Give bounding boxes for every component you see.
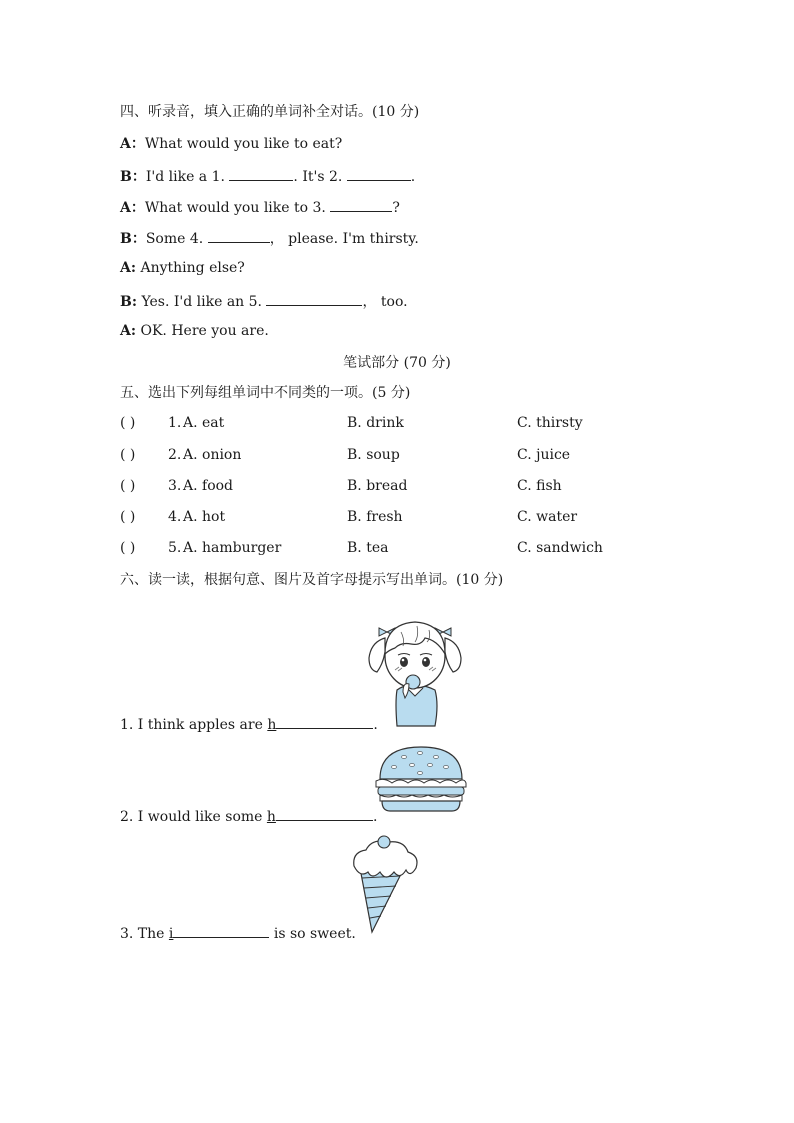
- speaker-label: A:: [120, 323, 137, 339]
- sentence-text: 1. I think apples are: [120, 717, 268, 733]
- blank-3[interactable]: [330, 197, 392, 212]
- speaker-label: A：: [120, 200, 145, 216]
- option-b: B. bread: [347, 478, 408, 494]
- answer-paren[interactable]: ( ): [120, 415, 136, 431]
- dialogue-text: What would you like to 3.: [144, 200, 331, 216]
- ice-cream-picture: [350, 834, 422, 934]
- dialogue-text: Anything else?: [136, 260, 245, 276]
- option-a: A. onion: [183, 447, 242, 463]
- dialogue-line-2: [120, 166, 415, 186]
- option-c: C. fish: [517, 478, 562, 494]
- choice-row: [120, 540, 640, 558]
- answer-paren[interactable]: ( ): [120, 478, 136, 494]
- sentence-text: is so sweet.: [269, 926, 356, 942]
- speaker-label: B：: [120, 231, 146, 247]
- fill-line-3: [120, 923, 356, 943]
- dialogue-text: ， too.: [362, 294, 408, 310]
- blank-4[interactable]: [208, 228, 270, 243]
- speaker-label: A:: [120, 260, 137, 276]
- dialogue-line-7: [120, 322, 269, 340]
- speaker-label: B:: [120, 294, 138, 310]
- section5-title: 五、选出下列每组单词中不同类的一项。(5 分): [120, 385, 411, 401]
- hint-letter: h: [266, 809, 276, 825]
- choice-row: [120, 478, 640, 496]
- answer-blank-1[interactable]: [276, 714, 373, 729]
- girl-eating-apple-picture: [365, 612, 465, 728]
- option-a: A. hot: [183, 509, 226, 525]
- sentence-text: 3. The: [120, 926, 169, 942]
- blank-1[interactable]: [229, 166, 293, 181]
- option-b: B. drink: [347, 415, 404, 431]
- option-b: B. soup: [347, 447, 400, 463]
- answer-paren[interactable]: ( ): [120, 540, 136, 556]
- choice-row: [120, 509, 640, 527]
- option-c: C. thirsty: [517, 415, 583, 431]
- option-c: C. water: [517, 509, 578, 525]
- item-number: 3.: [168, 478, 182, 494]
- sentence-text: .: [372, 809, 378, 825]
- option-a: A. hamburger: [183, 540, 282, 556]
- section4-title: 四、听录音，填入正确的单词补全对话。(10 分): [120, 104, 420, 120]
- answer-paren[interactable]: ( ): [120, 447, 136, 463]
- item-number: 4.: [168, 509, 182, 525]
- dialogue-text: Yes. I'd like an 5.: [137, 294, 267, 310]
- section6-title: 六、读一读，根据句意、图片及首字母提示写出单词。(10 分): [120, 572, 504, 588]
- dialogue-line-3: [120, 197, 400, 217]
- choice-row: [120, 415, 640, 433]
- speaker-label: B：: [120, 169, 146, 185]
- dialogue-line-5: [120, 259, 245, 277]
- dialogue-text: I'd like a 1.: [145, 169, 230, 185]
- fill-line-1: [120, 714, 378, 734]
- item-number: 5.: [168, 540, 182, 556]
- answer-blank-3[interactable]: [173, 923, 269, 938]
- speaker-label: A：: [120, 136, 145, 152]
- written-part-heading: 笔试部分 (70 分): [343, 355, 451, 371]
- option-a: A. food: [183, 478, 234, 494]
- option-b: B. tea: [347, 540, 389, 556]
- hamburger-picture: [374, 743, 468, 815]
- dialogue-text: Some 4.: [145, 231, 208, 247]
- option-a: A. eat: [183, 415, 225, 431]
- sentence-text: .: [373, 717, 378, 733]
- hint-letter: h: [267, 717, 277, 733]
- answer-blank-2[interactable]: [276, 806, 373, 821]
- dialogue-line-1: [120, 135, 342, 153]
- option-c: C. juice: [517, 447, 571, 463]
- answer-paren[interactable]: ( ): [120, 509, 136, 525]
- blank-5[interactable]: [266, 291, 362, 306]
- dialogue-line-4: [120, 228, 419, 248]
- dialogue-text: . It's 2.: [293, 169, 347, 185]
- blank-2[interactable]: [347, 166, 411, 181]
- item-number: 2.: [168, 447, 182, 463]
- dialogue-line-6: [120, 291, 408, 311]
- dialogue-text: What would you like to eat?: [144, 136, 343, 152]
- sentence-text: 2. I would like some: [120, 809, 267, 825]
- choice-row: [120, 447, 640, 465]
- option-b: B. fresh: [347, 509, 403, 525]
- dialogue-text: .: [410, 169, 416, 185]
- hint-letter: i: [168, 926, 174, 942]
- option-c: C. sandwich: [517, 540, 603, 556]
- item-number: 1.: [168, 415, 182, 431]
- dialogue-text: ?: [392, 200, 400, 216]
- dialogue-text: OK. Here you are.: [136, 323, 269, 339]
- dialogue-text: ， please. I'm thirsty.: [269, 231, 419, 247]
- fill-line-2: [120, 806, 377, 826]
